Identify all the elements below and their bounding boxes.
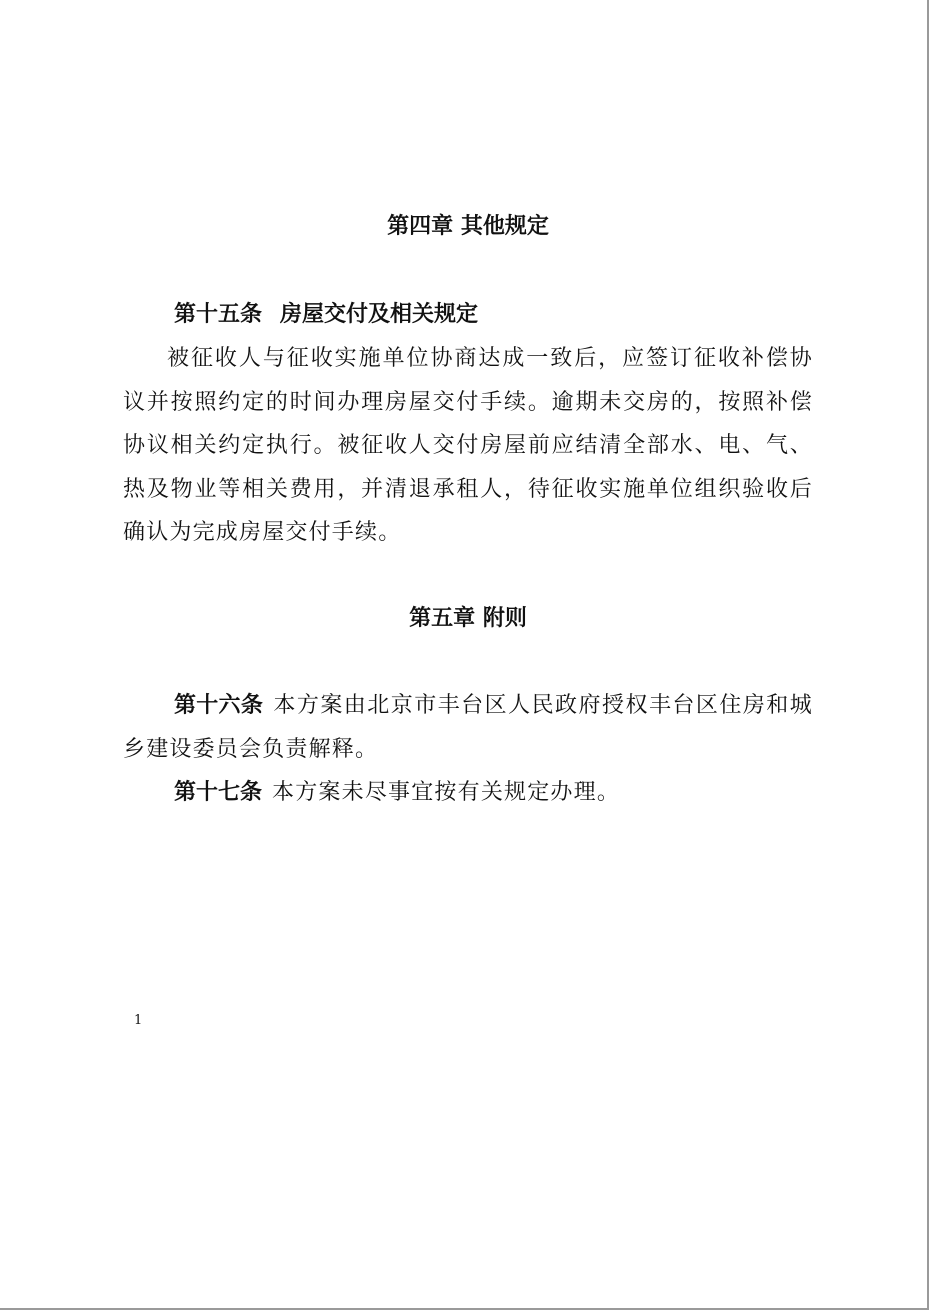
chapter-4-title: 第四章 其他规定 [387,214,549,239]
page-number: 1 [134,1013,143,1028]
article-17-body: 本方案未尽事宜按有关规定办理。 [272,780,621,805]
article-16-paragraph [123,684,813,771]
article-15-heading [174,300,478,330]
article-15-heading-text: 房屋交付及相关规定 [280,302,479,327]
chapter-5-title: 第五章 附则 [409,606,527,631]
article-16-label: 第十六条 [174,693,264,718]
article-17-paragraph [123,771,813,815]
article-16-body: 本方案由北京市丰台区人民政府授权丰台区住房和城乡建设委员会负责解释。 [123,693,813,762]
article-15-label: 第十五条 [174,302,263,327]
article-17-label: 第十七条 [174,780,263,805]
article-15-body: 被征收人与征收实施单位协商达成一致后，应签订征收补偿协议并按照约定的时间办理房屋交付手续。逾期未交房的，按照补偿协议相关约定执行。被征收人交付房屋前应结清全部水、电、气、热及物业等相关费用，并清退承租人，待征收实施单位组织验收后确认为完成房屋交付手续。 [123,346,813,545]
